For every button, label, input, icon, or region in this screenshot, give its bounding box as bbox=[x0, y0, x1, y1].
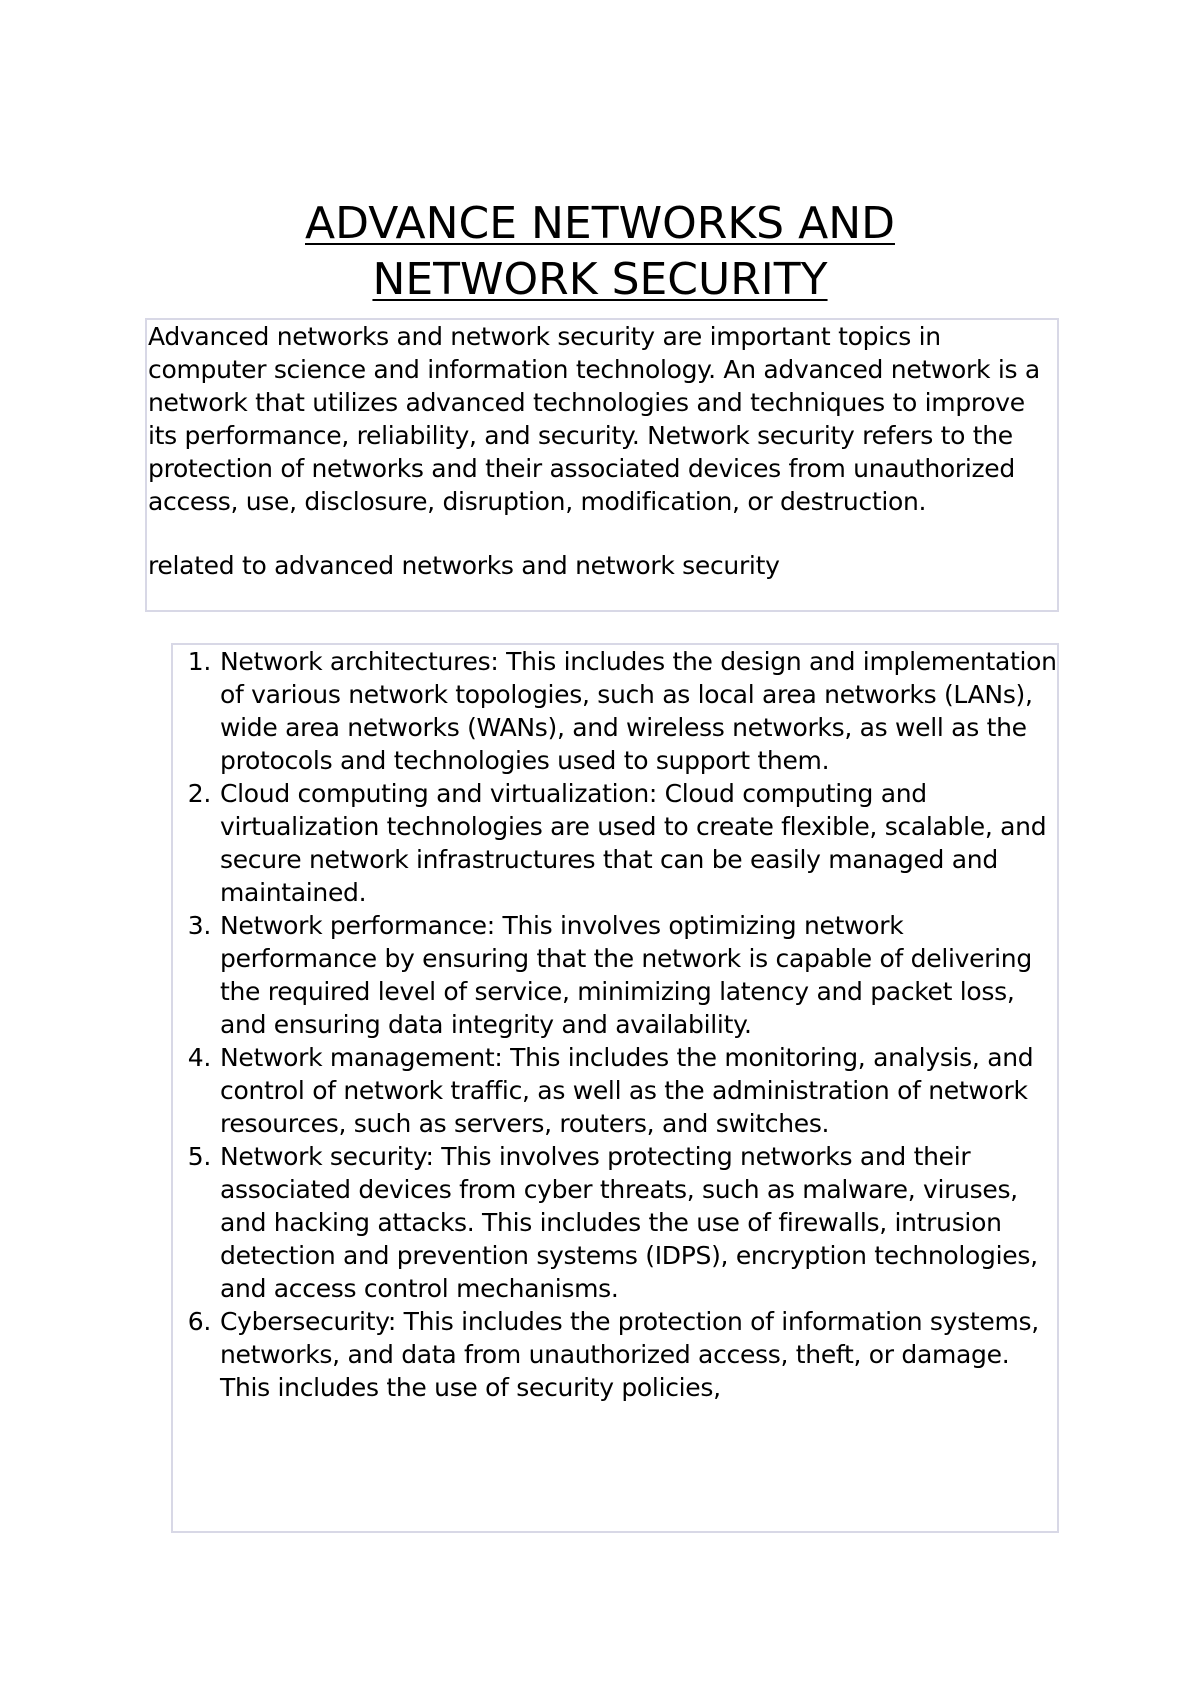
list-item bbox=[173, 645, 1057, 777]
list-item-number: 1. bbox=[187, 647, 211, 676]
list-item-text: Network performance: This involves optimizing network performance by ensuring that the network is capable of delivering the required level of service, minimizing latency and packet loss, and ensuring data integrity and availability. bbox=[220, 911, 1032, 1039]
paragraph-spacer bbox=[148, 518, 1057, 549]
intro-paragraph: Advanced networks and network security are important topics in computer science and information technology. An advanced network is a network that utilizes advanced technologies and techniques to improve its performance, reliability, and security. Network security refers to the protection of networks and their associated devices from unauthorized access, use, disclosure, disruption, modification, or destruction. bbox=[148, 322, 1040, 516]
intro-text-box bbox=[145, 318, 1059, 612]
list-item-text: Cybersecurity: This includes the protection of information systems, networks, and data from unauthorized access, theft, or damage. This includes the use of security policies, bbox=[220, 1307, 1039, 1402]
topics-list-box bbox=[171, 643, 1059, 1533]
list-item-number: 2. bbox=[187, 779, 211, 808]
list-item bbox=[173, 777, 1057, 909]
list-item-number: 3. bbox=[187, 911, 211, 940]
topics-list bbox=[173, 645, 1057, 1404]
list-item-text: Network security: This involves protecting networks and their associated devices from cyber threats, such as malware, viruses, and hacking attacks. This includes the use of firewalls, intrusion detection and prevention systems (IDPS), encryption technologies, and access control mechanisms. bbox=[220, 1142, 1038, 1303]
list-item-text: Network architectures: This includes the design and implementation of various network topologies, such as local area networks (LANs), wide area networks (WANs), and wireless networks, as well as the protocols and technologies used to support them. bbox=[220, 647, 1057, 775]
list-item bbox=[173, 1140, 1057, 1305]
list-item-text: Cloud computing and virtualization: Cloud computing and virtualization technologies are used to create flexible, scalable, and secure network infrastructures that can be easily managed and maintained. bbox=[220, 779, 1047, 907]
list-item bbox=[173, 1041, 1057, 1140]
list-item-number: 4. bbox=[187, 1043, 211, 1072]
intro-subheading: related to advanced networks and network security bbox=[148, 551, 780, 580]
document-title bbox=[0, 196, 1200, 308]
document-title-line-2: NETWORK SECURITY bbox=[372, 254, 828, 305]
list-item bbox=[173, 1305, 1057, 1404]
list-item-number: 6. bbox=[187, 1307, 211, 1336]
list-item-text: Network management: This includes the monitoring, analysis, and control of network traffic, as well as the administration of network resources, such as servers, routers, and switches. bbox=[220, 1043, 1034, 1138]
document-title-line-1: ADVANCE NETWORKS AND bbox=[305, 198, 895, 249]
list-item bbox=[173, 909, 1057, 1041]
list-item-number: 5. bbox=[187, 1142, 211, 1171]
